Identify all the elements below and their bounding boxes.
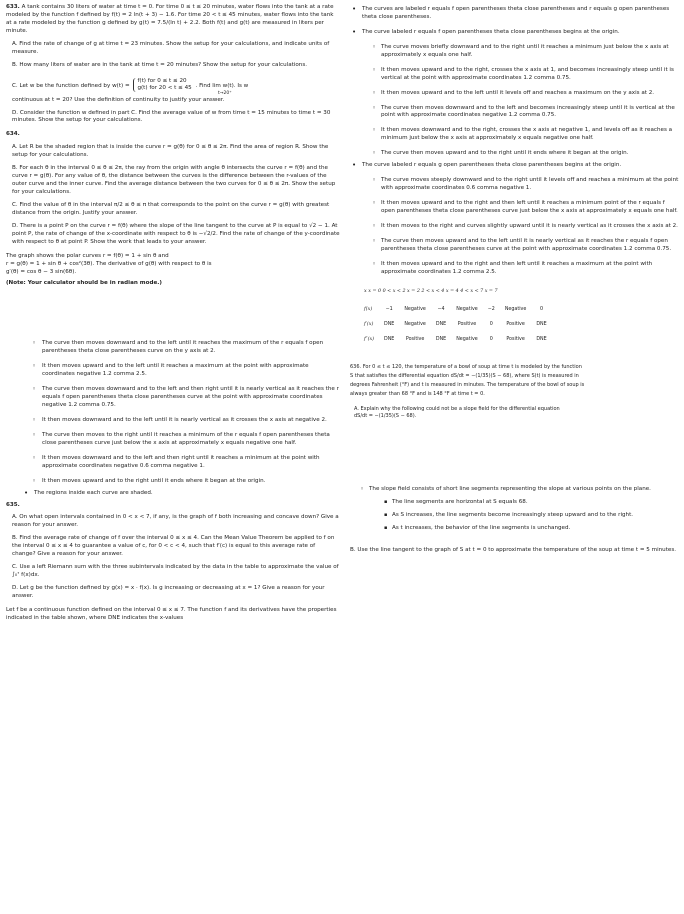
table-cell: DNE <box>384 322 395 328</box>
table-header: x x = 0 0 < x < 2 x = 2 2 < x < 4 x = 4 4 < x < 7 x = 7 <box>364 288 498 294</box>
limit-subscript: t→20⁺ <box>218 91 232 97</box>
part-c-continuity: continuous at t = 20? Use the definition of continuity to justify your answer. <box>12 96 225 103</box>
table-row <box>364 320 552 335</box>
problem-635 <box>6 502 340 623</box>
list-item: ▪ The line segments are horizontal at S equals 68. <box>384 499 680 507</box>
part-b: B. How many liters of water are in the tank at time t = 20 minutes? Show the setup for your calculations. <box>12 61 308 68</box>
table-cell: 0 <box>489 336 493 342</box>
list-item: ◦ It then moves upward and to the right until it ends where it began at the origin. <box>32 478 340 486</box>
table-cell: DNE <box>536 336 547 342</box>
calculator-note: (Note: Your calculator should be in radian mode.) <box>6 280 162 287</box>
part-d: D. Consider the function w defined in part C. Find the average value of w from time t = 15 minutes to time t = 30 minutes. Show the setup for your calculations. <box>12 109 331 124</box>
list-item: ▪ As S increases, the line segments become increasingly steep upward and to the right. <box>384 512 680 520</box>
list-item: ◦ It then moves upward and to the left until it reaches a maximum at the point with approximate coordinates negative 1.2 comma 2.5. <box>32 363 340 379</box>
part-a-line: A. Explain why the following could not be a slope field for the differential equation <box>354 406 560 413</box>
sign-table <box>364 305 552 349</box>
problem-636-line: always greater than 68 °F and is 148 °F at time t = 0. <box>350 391 485 398</box>
list-item: ◦ It then moves upward and to the right and then left until it reaches a minimum point of the r equals f open parentheses theta close parentheses curve just below the x axis at approximately x equals one half. <box>372 200 680 216</box>
problem-635-stem: Let f be a continuous function defined on the interval 0 ≤ x ≤ 7. The function f and its derivatives have the properties indicated in the table shown, where DNE indicates the x-values <box>6 606 337 621</box>
list-item: • The curves are labeled r equals f open parentheses theta close parentheses and r equals g open parentheses theta close parentheses. <box>350 6 680 22</box>
table-cell: DNE <box>435 322 447 328</box>
part-b: B. For each θ in the interval 0 ≤ θ ≤ 2π, the ray from the origin with angle θ intersects the curve r = f(θ) and the curve r = g(θ). For any value of θ, the distance between the curves is the difference between the r-values of the outer curve and the inner curve. Find the average distance between the two curves for 0 ≤ θ ≤ 2π. Show the setup for your calculations. <box>12 165 336 196</box>
slope-field-list <box>350 486 680 494</box>
table-cell: Negative <box>456 307 478 313</box>
part-b: B. Use the line tangent to the graph of S at t = 0 to approximate the temperature of the soup at time t = 5 minutes. <box>350 547 677 554</box>
graph-description <box>6 253 340 277</box>
table-cell: Positive <box>457 322 477 328</box>
list-item: ◦ It then moves downward and to the left until it is nearly vertical as it crosses the x axis at negative 2. <box>32 417 340 425</box>
part-a <box>350 406 680 420</box>
table-row <box>364 335 552 350</box>
list-item: ◦ The curve moves steeply downward and to the right until it levels off and reaches a minimum at the point with approximate coordinates 0.6 comma negative 1. <box>372 177 680 193</box>
list-item: ◦ It then moves to the right and curves slightly upward until it is nearly vertical as it crosses the x axis at 2. <box>372 223 680 231</box>
curve-labels-list <box>350 6 680 37</box>
list-item: ◦ The curve then moves upward and to the right until it ends where it began at the origin. <box>372 150 680 158</box>
table-cell: 0 <box>489 322 493 328</box>
table-cell: Negative <box>504 307 527 313</box>
list-item: ◦ The curve then moves downward and to the left until it reaches the maximum of the r equals f open parentheses theta close parentheses curve on the y axis at 2. <box>32 340 340 356</box>
table-cell: −4 <box>437 307 445 313</box>
list-item: ◦ The curve then moves to the right until it reaches a minimum of the r equals f open parentheses theta close parentheses curve just below the x axis at approximately x equals negative one half. <box>32 432 340 448</box>
part-a: A. Let R be the shaded region that is inside the curve r = g(θ) for 0 ≤ θ ≤ 2π. Find the area of region R. Show the setup for your calculations. <box>12 144 329 159</box>
row-label: f′(x) <box>364 322 374 328</box>
piecewise-function <box>133 78 191 93</box>
problem-number: 633. <box>6 4 20 10</box>
problem-636-line: S that satisfies the differential equation dS/dt = −(1/35)(S − 68), where S(t) is measured in <box>350 372 579 379</box>
problem-text: A tank contains 30 liters of water at time t = 0. For time 0 ≤ t ≤ 20 minutes, water flows into the tank at a rate modeled by the function f defined by f(t) = 2 ln(t + 3) − 1.6. For time 20 < t ≤ 45 minutes, water flows into the tank at a rate modeled by the function g defined by g(t) = 7.5/(ln t) + 2.2. Both f(t) and g(t) are measured in liters per minute. <box>6 4 334 34</box>
table-cell: Positive <box>506 322 525 328</box>
table-cell: Negative <box>456 336 478 342</box>
regions-list <box>6 490 340 498</box>
part-c-post: . Find lim w(t). Is w <box>195 82 249 89</box>
graph-line-1: The graph shows the polar curves r = f(θ) = 1 + sin θ and <box>6 252 169 259</box>
problem-633 <box>6 4 340 125</box>
table-cell: DNE <box>384 336 395 342</box>
part-c-pre: C. Let w be the function defined by w(t) = <box>12 82 130 89</box>
list-item: ◦ The curve then moves downward and to the left and then right until it is nearly vertical as it reaches the r equals f open parentheses theta close parentheses curve at the point with approximate coordinates negative 1.2 comma 0.75. <box>32 386 340 410</box>
table-cell: 0 <box>539 307 544 313</box>
problem-636-line: 636. For 0 ≤ t ≤ 120, the temperature of a bowl of soup at time t is modeled by the function <box>350 363 582 370</box>
part-d: D. There is a point P on the curve r = f(θ) where the slope of the line tangent to the curve at P is equal to √2 − 1. At point P, the rate of change of the x-coordinate with respect to θ is −√2/2. Find the rate of change of the y-coordinate with respect to θ at point P. Show the work that leads to your answer. <box>12 222 340 245</box>
slope-field-details <box>350 499 680 533</box>
graph-line-2: r = g(θ) = 1 + sin θ + cos²(3θ). The derivative of g(θ) with respect to θ is <box>6 260 212 267</box>
table-cell: −1 <box>385 307 393 313</box>
list-item: ▪ As t increases, the behavior of the line segments is unchanged. <box>384 525 680 533</box>
problem-634 <box>6 131 340 288</box>
curve-g-list <box>350 177 680 276</box>
problem-636 <box>350 364 680 421</box>
left-column <box>6 4 340 623</box>
table-cell: Negative <box>404 307 426 313</box>
graph-line-3: g′(θ) = cos θ − 3 sin(6θ). <box>6 268 77 275</box>
curve-g-intro <box>350 162 680 170</box>
part-c <box>6 78 340 105</box>
part-c: C. Find the value of θ in the interval π/2 ≤ θ ≤ π that corresponds to the point on the curve r = g(θ) with greatest distance from the origin. Justify your answer. <box>12 201 330 216</box>
table-cell: Positive <box>506 336 525 342</box>
list-item: ◦ It then moves downward and to the left and then right until it reaches a minimum at the point with approximate coordinates negative 0.6 comma negative 1. <box>32 455 340 471</box>
list-item: • The regions inside each curve are shaded. <box>22 490 340 498</box>
problem-number: 634. <box>6 131 20 138</box>
list-item: • The curve labeled r equals g open parentheses theta close parentheses begins at the origin. <box>350 162 680 170</box>
list-item: ◦ It then moves downward and to the right, crosses the x axis at negative 1, and levels off as it reaches a minimum just below the x axis at approximately x equals negative one half. <box>372 127 680 143</box>
problem-633-intro <box>6 4 340 36</box>
part-b: B. Find the average rate of change of f over the interval 0 ≤ x ≤ 4. Can the Mean Value Theorem be applied to f on the interval 0 ≤ x ≤ 4 to guarantee a value of c, for 0 < c < 4, such that f′(c) is equal to this average rate of change? Give a reason for your answer. <box>12 535 335 558</box>
table-row <box>364 305 552 320</box>
table-cell: Negative <box>404 322 426 328</box>
list-item: ◦ It then moves upward and to the left until it levels off and reaches a maximum on the y axis at 2. <box>372 90 680 98</box>
part-d: D. Let g be the function defined by g(x) = x · f(x). Is g increasing or decreasing at x = 1? Give a reason for your answer. <box>12 585 325 599</box>
list-item: ◦ The slope field consists of short line segments representing the slope at various points on the plane. <box>360 486 680 494</box>
table-cell: DNE <box>435 336 447 342</box>
list-item: • The curve labeled r equals f open parentheses theta close parentheses begins at the origin. <box>350 29 680 37</box>
piece-2: g(t) for 20 < t ≤ 45 <box>137 84 192 91</box>
list-item: ◦ The curve then moves upward and to the left until it is nearly vertical as it reaches the r equals f open parentheses theta close parentheses curve at the point with approximate coordinates 1.2 comma 0.75. <box>372 238 680 254</box>
part-a: A. Find the rate of change of g at time t = 23 minutes. Show the setup for your calculations, and indicate units of measure. <box>12 40 330 55</box>
part-a-line: dS/dt = −(1/35)(S − 68). <box>354 413 417 420</box>
right-column <box>350 2 680 555</box>
list-item: ◦ It then moves upward and to the right and then left until it reaches a maximum at the point with approximate coordinates 1.2 comma 2.5. <box>372 261 680 277</box>
row-label: f(x) <box>364 307 373 313</box>
row-label: f″(x) <box>364 336 375 342</box>
problem-number: 635. <box>6 501 20 508</box>
curve-f-list <box>350 44 680 158</box>
part-c: C. Use a left Riemann sum with the three subintervals indicated by the data in the table to approximate the value of ∫₀⁷ f(x)dx. <box>12 564 339 579</box>
problem-636-line: degrees Fahrenheit (°F) and t is measured in minutes. The temperature of the bowl of soup is <box>350 381 585 388</box>
table-cell: DNE <box>536 322 547 328</box>
table-cell: Positive <box>405 336 425 342</box>
piece-1: f(t) for 0 ≤ t ≤ 20 <box>137 77 187 84</box>
list-item: ◦ The curve then moves downward and to the left and becomes increasingly steep until it is vertical at the point with approximate coordinates negative 1.2 comma 0.75. <box>372 105 680 121</box>
table-cell: −2 <box>487 307 495 313</box>
curve-description-list <box>6 340 340 485</box>
list-item: ◦ It then moves upward and to the right, crosses the x axis at 1, and becomes increasingly steep until it is vertical at the point with approximate coordinates 1.2 comma 0.75. <box>372 67 680 83</box>
list-item: ◦ The curve moves briefly downward and to the right until it reaches a minimum just below the x axis at approximately x equals one half. <box>372 44 680 60</box>
part-a: A. On what open intervals contained in 0 < x < 7, if any, is the graph of f both increasing and concave down? Give a reason for your answer. <box>12 514 339 529</box>
